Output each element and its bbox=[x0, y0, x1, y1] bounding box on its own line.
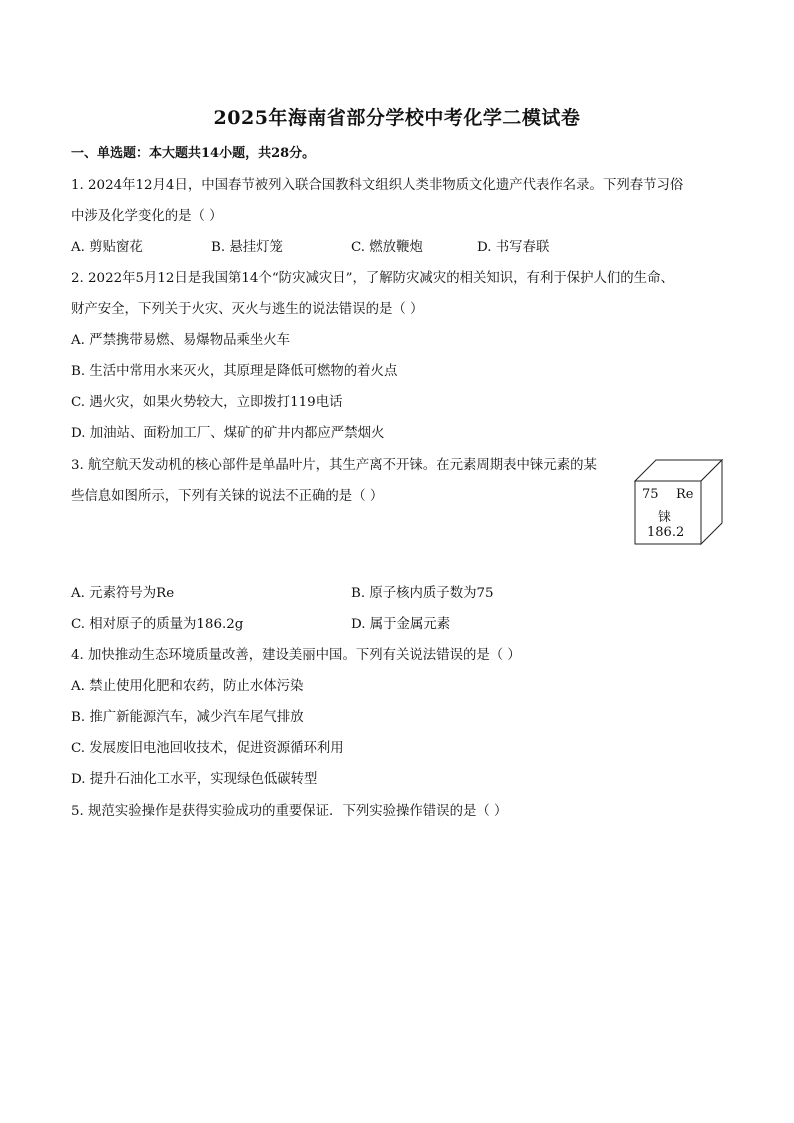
q3-stem-line1: 3. 航空航天发动机的核心部件是单晶叶片，其生产离不开铼。在元素周期表中铼元素的某 bbox=[71, 458, 597, 473]
q1-option-d: D. 书写春联 bbox=[477, 240, 550, 255]
q2-stem-line2: 财产安全，下列关于火灾、灭火与逃生的说法错误的是（ ） bbox=[71, 302, 424, 317]
atomic-mass: 186.2 bbox=[647, 525, 685, 540]
element-name: 铼 bbox=[658, 510, 672, 525]
q2-option-a: A. 严禁携带易燃、易爆物品乘坐火车 bbox=[71, 333, 291, 348]
q1-option-a: A. 剪贴窗花 bbox=[71, 240, 143, 255]
q5-stem: 5. 规范实验操作是获得实验成功的重要保证．下列实验操作错误的是（ ） bbox=[71, 804, 508, 819]
element-symbol: Re bbox=[676, 487, 694, 502]
exam-title: 2025年海南省部分学校中考化学二模试卷 bbox=[213, 107, 581, 129]
q3-option-b: B. 原子核内质子数为75 bbox=[351, 586, 494, 601]
q2-option-d: D. 加油站、面粉加工厂、煤矿的矿井内都应严禁烟火 bbox=[71, 426, 385, 441]
q2-option-b: B. 生活中常用水来灭火，其原理是降低可燃物的着火点 bbox=[71, 364, 398, 379]
q1-stem-line2: 中涉及化学变化的是（ ） bbox=[71, 209, 223, 224]
atomic-number: 75 bbox=[642, 487, 659, 502]
q1-option-b: B. 悬挂灯笼 bbox=[211, 240, 283, 255]
rhenium-element-tile bbox=[634, 459, 724, 547]
q2-stem-line1: 2. 2022年5月12日是我国第14个“防灾减灾日”，了解防灾减灾的相关知识，有利于保护人们的生命、 bbox=[71, 271, 674, 286]
q4-option-c: C. 发展废旧电池回收技术，促进资源循环利用 bbox=[71, 741, 344, 756]
q3-option-a: A. 元素符号为Re bbox=[71, 586, 175, 601]
section-heading: 一、单选题：本大题共14小题，共28分。 bbox=[71, 146, 316, 161]
q4-option-a: A. 禁止使用化肥和农药，防止水体污染 bbox=[71, 679, 304, 694]
q1-stem-line1: 1. 2024年12月4日，中国春节被列入联合国教科文组织人类非物质文化遗产代表作名录。下列春节习俗 bbox=[71, 178, 684, 193]
q3-option-c: C. 相对原子的质量为186.2g bbox=[71, 617, 244, 632]
q4-stem: 4. 加快推动生态环境质量改善，建设美丽中国。下列有关说法错误的是（ ） bbox=[71, 648, 521, 663]
q3-stem-line2: 些信息如图所示，下列有关铼的说法不正确的是（ ） bbox=[71, 489, 384, 504]
q2-option-c: C. 遇火灾，如果火势较大，立即拨打119电话 bbox=[71, 395, 343, 410]
q4-option-d: D. 提升石油化工水平，实现绿色低碳转型 bbox=[71, 772, 318, 787]
q1-option-c: C. 燃放鞭炮 bbox=[351, 240, 423, 255]
q4-option-b: B. 推广新能源汽车，减少汽车尾气排放 bbox=[71, 710, 304, 725]
q3-option-d: D. 属于金属元素 bbox=[351, 617, 451, 632]
